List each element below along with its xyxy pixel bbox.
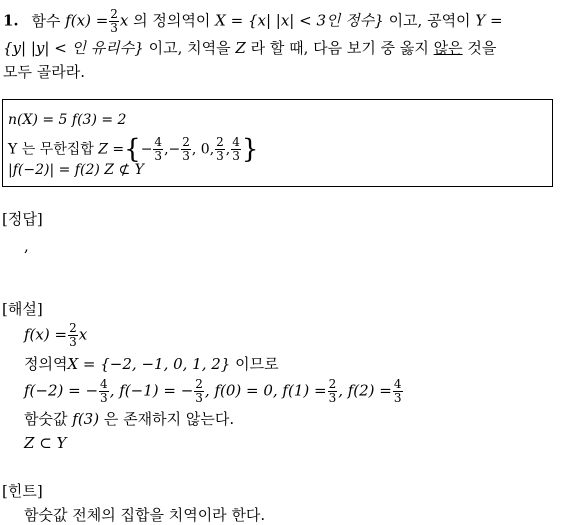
function-expr: f(x) = — [65, 11, 109, 30]
codomain-set: {y| |y| < 인 유리수} — [3, 39, 144, 57]
choice-line-2: Y 는 무한집합 Z ={− $\frac{4}{3}$ ,− $\frac{2}{3}$ , 0, $\frac{2}{3}$ , $\frac{4}{3}$ } — [8, 134, 259, 165]
solution-text: f(3) — [72, 410, 100, 428]
solution-text: Z ⊂ Y — [24, 434, 67, 452]
solution-text: , f(0) = 0, f(1) = — [204, 381, 327, 400]
solution-text: , f(2) = — [338, 381, 392, 400]
choice-line-1 — [8, 110, 126, 130]
fraction: $\frac{2}{3}$ — [328, 377, 337, 405]
choice-text: , 0, — [191, 141, 215, 158]
range-label: Z — [235, 39, 246, 57]
fraction: $\frac{2}{3}$ — [216, 135, 224, 163]
solution-text: f(−2) = − — [24, 381, 99, 400]
question-text: 의 정의역이 — [133, 11, 211, 30]
choice-line-3 — [8, 160, 144, 180]
question-line-2 — [3, 38, 496, 58]
fraction: $\frac{4}{3}$ — [100, 377, 108, 405]
question-text: 이고, 치역을 — [148, 39, 231, 57]
choice-text: n(X) = 5 f(3) = 2 — [8, 112, 127, 128]
variable: x — [119, 11, 129, 30]
solution-line-1 — [24, 322, 87, 349]
domain-set: X = {x| |x| < 3인 정수} — [215, 11, 384, 30]
fraction: $\frac{2}{3}$ — [182, 135, 190, 163]
question-text: 것을 — [467, 39, 497, 57]
solution-line-5 — [24, 433, 66, 453]
choice-text: Z = — [98, 141, 125, 158]
solution-text: 정의역 — [24, 355, 68, 373]
hint-header: [힌트] — [2, 482, 43, 500]
solution-text: 은 존재하지 않는다. — [103, 410, 235, 428]
choice-text: |f(−2)| = f(2) Z ⊄ Y — [8, 162, 144, 178]
question-number: 1. — [3, 11, 19, 30]
solution-line-3 — [24, 378, 404, 405]
variable: x — [78, 325, 88, 344]
fraction: $\frac{4}{3}$ — [232, 135, 240, 163]
solution-text: f(x) = — [24, 325, 68, 344]
fraction: $\frac{4}{3}$ — [154, 135, 163, 163]
solution-line-4 — [24, 409, 234, 429]
fraction: $\frac{2}{3}$ — [69, 321, 77, 349]
question-text: 이고, 공역이 — [388, 11, 471, 30]
solution-text: , f(−1) = − — [109, 381, 194, 400]
emphasis-not: 않은 — [433, 39, 463, 57]
solution-set: X = {−2, −1, 0, 1, 2} — [67, 355, 231, 373]
question-text: 라 할 때, 다음 보기 중 옳지 — [250, 39, 429, 57]
question-text: 함수 — [31, 11, 61, 30]
fraction: $\frac{4}{3}$ — [393, 377, 402, 405]
choice-text: Y 는 무한집합 — [8, 141, 94, 158]
solution-text: 이므로 — [235, 355, 279, 373]
answer-content: , — [24, 237, 29, 255]
hint-content: 함숫값 전체의 집합을 치역이라 한다. — [24, 506, 266, 524]
fraction: $\frac{2}{3}$ — [195, 377, 203, 405]
solution-text: 함숫값 — [24, 410, 68, 428]
question-line-1 — [3, 8, 503, 35]
codomain-label: Y = — [475, 11, 503, 30]
answer-header: [정답] — [2, 210, 43, 228]
solution-header: [해설] — [2, 300, 43, 318]
question-line-3: 모두 골라라. — [3, 63, 85, 81]
fraction: $\frac{2}{3}$ — [110, 7, 118, 35]
solution-line-2 — [24, 354, 279, 374]
